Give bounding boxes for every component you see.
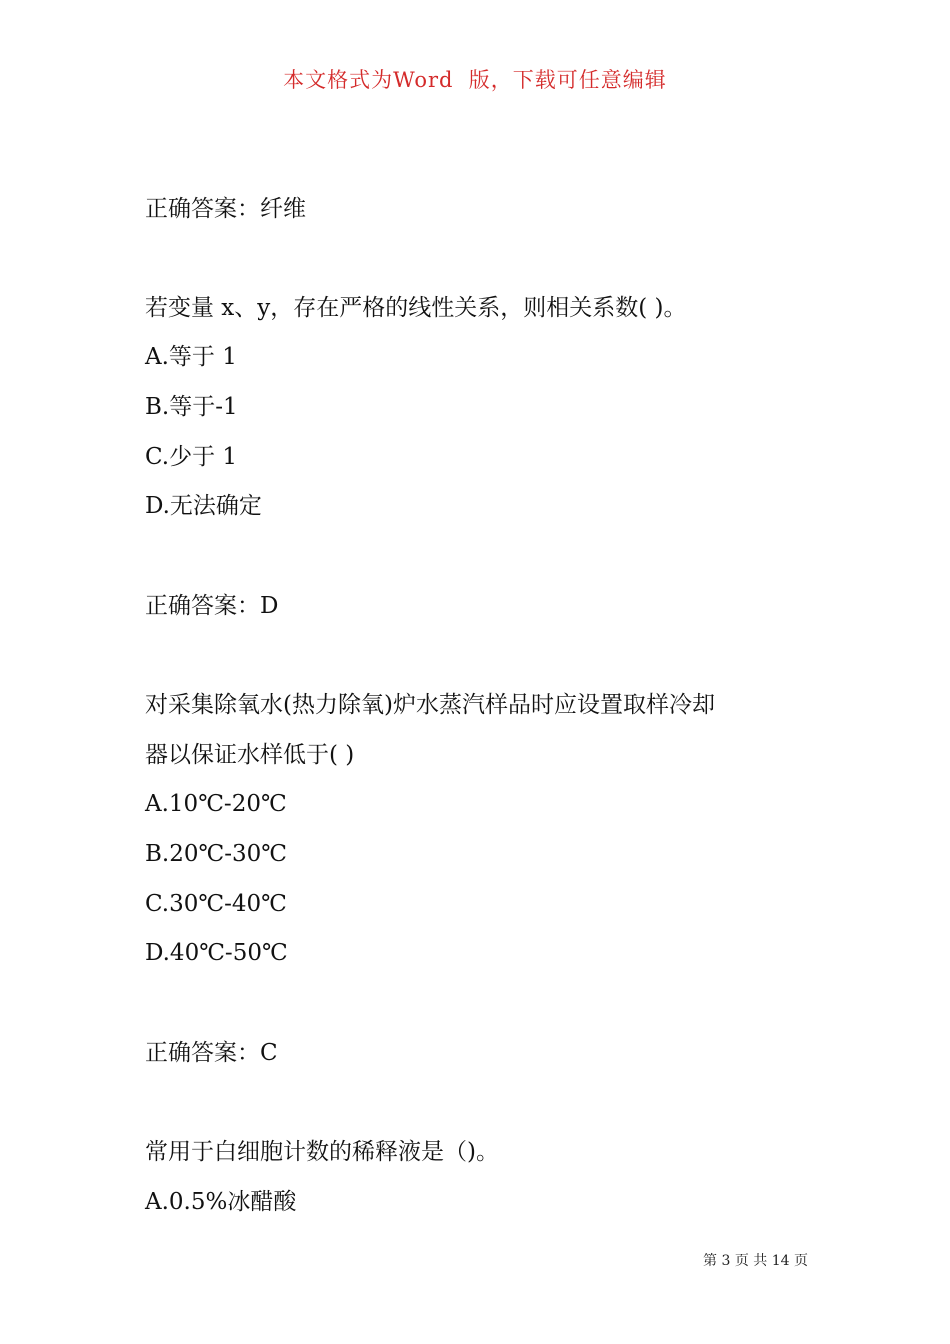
answer-text: 正确答案：D [145, 593, 279, 619]
answer-text: 正确答案：纤维 [145, 196, 306, 222]
option-d: D.无法确定 [145, 493, 262, 519]
option-a: A.0.5%冰醋酸 [145, 1189, 297, 1215]
question-stem: 若变量 x、y，存在严格的线性关系，则相关系数( )。 [145, 295, 687, 321]
option-b: B.20℃-30℃ [145, 841, 287, 867]
question-stem: 常用于白细胞计数的稀释液是（)。 [145, 1139, 499, 1165]
option-c: C.少于 1 [145, 444, 238, 470]
option-a: A.10℃-20℃ [145, 791, 287, 817]
page-number-footer: 第 3 页 共 14 页 [703, 1253, 808, 1269]
option-d: D.40℃-50℃ [145, 940, 288, 966]
option-b: B.等于-1 [145, 394, 238, 420]
option-a: A.等于 1 [145, 344, 237, 370]
question-stem: 对采集除氧水(热力除氧)炉水蒸汽样品时应设置取样冷却 [145, 692, 715, 718]
answer-text: 正确答案：C [145, 1040, 278, 1066]
option-c: C.30℃-40℃ [145, 891, 287, 917]
document-header-watermark: 本文格式为Word 版，下载可任意编辑 [283, 68, 667, 92]
question-stem-continued: 器以保证水样低于( ) [145, 742, 355, 768]
